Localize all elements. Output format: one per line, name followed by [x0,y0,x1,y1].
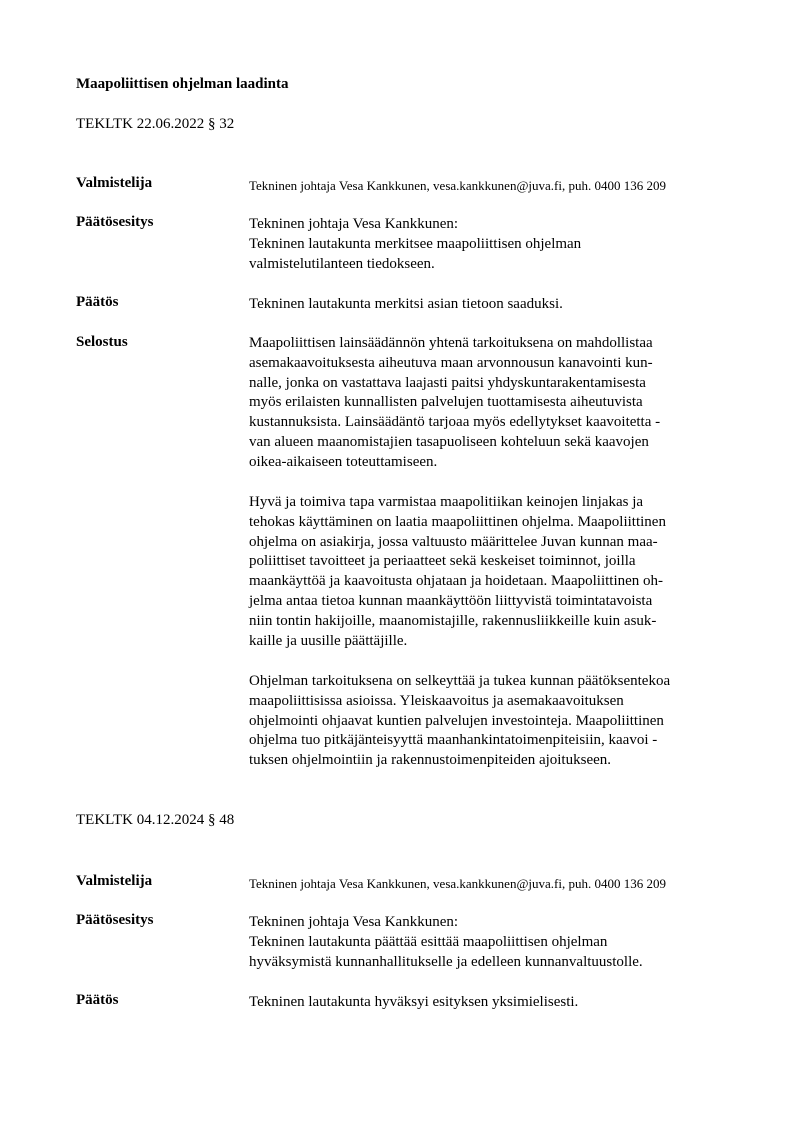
selostus-line: maankäyttöä ja kaavoitusta ohjataan ja hoidetaan. Maapoliittinen oh- [249,573,664,590]
paatosesitys-label-2: Päätösesitys [76,912,154,928]
paatosesitys-text-2 [249,912,643,972]
meeting-header-2: TEKLTK 04.12.2024 § 48 [76,812,235,828]
paatosesitys-line: Tekninen lautakunta merkitsee maapoliittisen ohjelman [249,236,582,252]
paatosesitys-text-1 [249,214,581,274]
selostus-line: myös erilaisten kunnallisten palvelujen tuottamisesta aiheutuvista [249,394,643,411]
selostus-line: oikea-aikaiseen toteuttamiseen. [249,453,438,470]
selostus-line: poliittiset tavoitteet ja periaatteet sekä keskeiset toiminnot, joilla [249,553,636,570]
paatos-text-1: Tekninen lautakunta merkitsi asian tietoon saaduksi. [249,296,563,312]
paatosesitys-line: hyväksymistä kunnanhallitukselle ja edelleen kunnanvaltuustolle. [249,954,643,970]
selostus-line: ohjelmointi ohjaavat kuntien palvelujen investointeja. Maapoliittinen [249,712,664,729]
paatosesitys-line: Tekninen johtaja Vesa Kankkunen: [249,914,459,930]
selostus-line: asemakaavoituksesta aiheutuva maan arvonnousun kanavointi kun- [249,354,653,371]
selostus-line: nalle, jonka on vastattava laajasti paitsi yhdyskuntarakentamisesta [249,374,646,391]
selostus-paragraph-1 [249,334,739,473]
selostus-line: tuksen ohjelmointiin ja rakennustoimenpiteiden ajoitukseen. [249,752,612,769]
selostus-line: tehokas käyttäminen on laatia maapoliittinen ohjelma. Maapoliittinen [249,513,666,530]
selostus-line: niin tontin hakijoille, maanomistajille, rakennusliikkeille kuin asuk- [249,612,657,629]
paatosesitys-label-1: Päätösesitys [76,214,154,230]
selostus-line: Maapoliittisen lainsäädännön yhtenä tarkoituksena on mahdollistaa [249,335,653,351]
paatosesitys-line: Tekninen lautakunta päättää esittää maapoliittisen ohjelman [249,934,608,950]
selostus-line: Hyvä ja toimiva tapa varmistaa maapolitiikan keinojen linjakas ja [249,494,644,510]
selostus-line: maapoliittisissa asioissa. Yleiskaavoitus ja asemakaavoituksen [249,692,624,709]
paatosesitys-line: Tekninen johtaja Vesa Kankkunen: [249,216,459,232]
document-title: Maapoliittisen ohjelman laadinta [76,76,289,92]
paatosesitys-line: valmistelutilanteen tiedokseen. [249,256,435,272]
selostus-paragraph-3 [249,672,739,771]
valmistelija-value-1: Tekninen johtaja Vesa Kankkunen, vesa.kankkunen@juva.fi, puh. 0400 136 209 [249,178,666,193]
selostus-line: van alueen maanomistajien tasapuoliseen kohteluun sekä kaavojen [249,433,649,450]
valmistelija-value-2: Tekninen johtaja Vesa Kankkunen, vesa.kankkunen@juva.fi, puh. 0400 136 209 [249,876,666,891]
selostus-line: jelma antaa tietoa kunnan maankäyttöön liittyvistä toimintatavoista [249,592,653,609]
selostus-line: kaille ja uusille päättäjille. [249,632,408,649]
selostus-paragraph-2 [249,493,739,651]
valmistelija-label-1: Valmistelija [76,175,153,191]
selostus-line: ohjelma tuo pitkäjänteisyyttä maanhankintatoimenpiteisiin, kaavoi - [249,732,658,749]
selostus-line: kustannuksista. Lainsäädäntö tarjoaa myös edellytykset kaavoitetta - [249,414,661,431]
valmistelija-label-2: Valmistelija [76,873,153,889]
selostus-line: Ohjelman tarkoituksena on selkeyttää ja tukea kunnan päätöksentekoa [249,673,671,689]
selostus-label: Selostus [76,334,128,350]
paatos-text-2: Tekninen lautakunta hyväksyi esityksen yksimielisesti. [249,994,579,1010]
paatos-label-1: Päätös [76,294,119,310]
meeting-header-1: TEKLTK 22.06.2022 § 32 [76,116,235,132]
paatos-label-2: Päätös [76,992,119,1008]
selostus-line: ohjelma on asiakirja, jossa valtuusto määrittelee Juvan kunnan maa- [249,533,658,550]
